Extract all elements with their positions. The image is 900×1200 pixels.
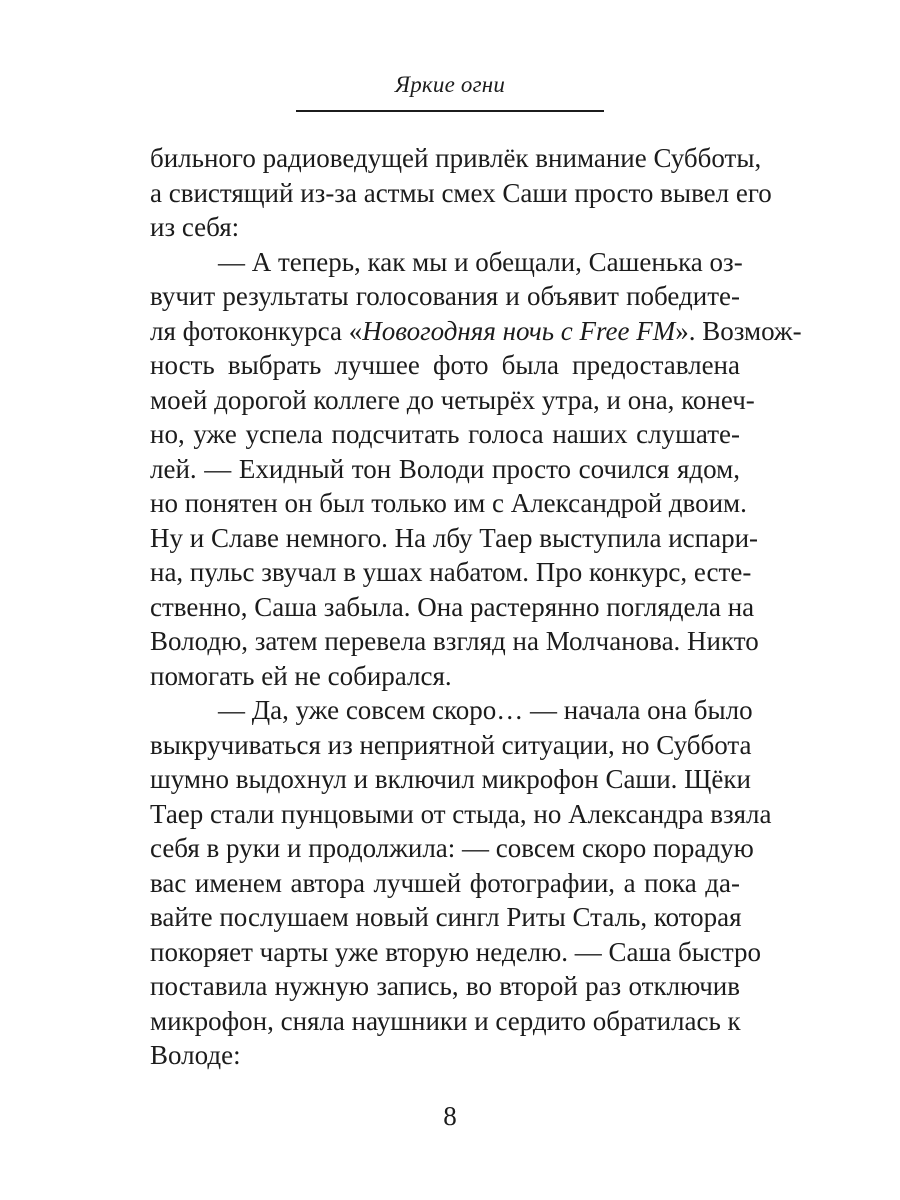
text-line: лей. — Ехидный тон Володи просто сочился ядом,: [150, 453, 740, 484]
text-line: ность выбрать лучшее фото была предоставлена: [150, 350, 740, 380]
page-number: 8: [443, 1101, 457, 1131]
text-line: Ну и Славе немного. На лбу Таер выступила испари-: [150, 522, 759, 553]
text-line: бильного радиоведущей привлёк внимание Субботы,: [150, 143, 762, 173]
text-line: микрофон, сняла наушники и сердито обратилась к: [150, 1005, 741, 1036]
running-head: Яркие огни: [394, 72, 506, 97]
text-run: ». Возмож-: [675, 315, 802, 346]
text-line: а свистящий из-за астмы смех Саши просто вывел его: [150, 177, 772, 208]
text-line: — А теперь, как мы и обещали, Сашенька оз-: [218, 246, 743, 277]
text-line: ственно, Саша забыла. Она растерянно поглядела на: [150, 591, 755, 622]
text-line: — Да, уже совсем скоро… — начала она было: [218, 695, 753, 725]
text-line: Володю, затем перевела взгляд на Молчанова. Никто: [150, 626, 759, 656]
text-line: но, уже успела подсчитать голоса наших слушате-: [150, 419, 740, 449]
text-line: шумно выдохнул и включил микрофон Саши. Щёки: [150, 764, 751, 794]
text-run: ля фотоконкурса «: [150, 315, 363, 346]
text-line: себя в руки и продолжила: — совсем скоро порадую: [150, 833, 754, 863]
text-line: на, пульс звучал в ушах набатом. Про конкурс, есте-: [150, 557, 752, 587]
text-line: вучит результаты голосования и объявит победите-: [150, 281, 740, 311]
text-line: поставила нужную запись, во второй раз отключив: [150, 971, 740, 1001]
text-line: из себя:: [150, 212, 240, 242]
text-line: выкручиваться из неприятной ситуации, но Суббота: [150, 729, 752, 760]
text-line: покоряет чарты уже вторую неделю. — Саша быстро: [150, 936, 762, 967]
italic-title: Новогодняя ночь с Free FM: [362, 315, 676, 346]
text-line: вайте послушаем новый сингл Риты Сталь, которая: [150, 902, 742, 932]
text-line: помогать ей не собирался.: [150, 660, 452, 691]
body-text: [150, 141, 802, 1073]
text-line: моей дорогой коллеге до четырёх утра, и она, конеч-: [150, 384, 755, 415]
text-line: [150, 314, 802, 349]
text-line: Таер стали пунцовыми от стыда, но Александра взяла: [150, 798, 772, 829]
text-line: Володе:: [150, 1040, 241, 1070]
text-line: но понятен он был только им с Александрой двоим.: [150, 488, 747, 518]
text-line: вас именем автора лучшей фотографии, а пока да-: [150, 867, 740, 898]
header-rule: [296, 110, 604, 112]
